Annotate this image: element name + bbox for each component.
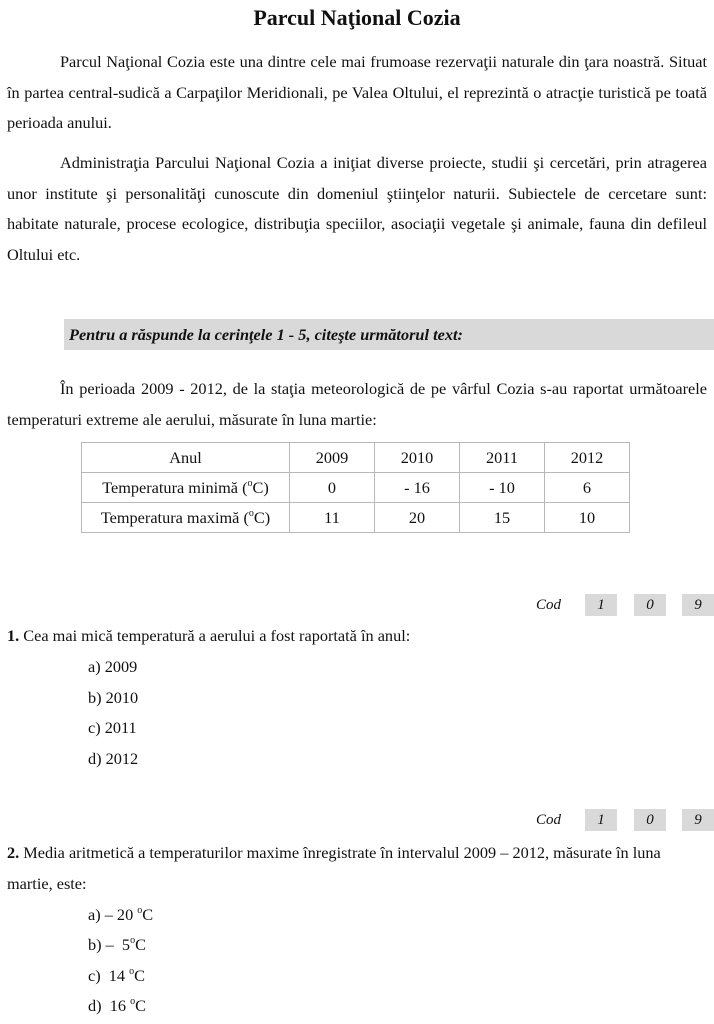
code-digit-box[interactable]: 1 [585, 809, 617, 831]
question-2 [7, 838, 707, 899]
code-label: Cod [535, 812, 561, 828]
answer-option[interactable]: a) – 20 $^o$C [88, 905, 154, 924]
page-title: Parcul Naţional Cozia [253, 5, 461, 30]
row-label-max: Temperatura maximă ($^o$C) [82, 503, 290, 533]
answer-option[interactable]: b) – 5$^o$C [88, 935, 146, 954]
table-header-row [82, 443, 630, 473]
row-label-min: Temperatura minimă ($^o$C) [82, 473, 290, 503]
temperature-intro-text: În perioada 2009 - 2012, de la staţia meteorologică de pe vârful Cozia s-au raportat următoarele temperaturi extreme ale aerului, măsurate în luna martie: [7, 379, 707, 429]
answer-option[interactable]: b) 2010 [88, 688, 139, 707]
question-text: Media aritmetică a temperaturilor maxime înregistrate în intervalul 2009 – 2012, măsurate în luna martie, este: [7, 843, 661, 893]
code-label: Cod [535, 597, 561, 613]
table-cell: 6 [545, 473, 630, 503]
table-row-min [82, 473, 630, 503]
answer-option[interactable]: c) 2011 [88, 718, 137, 737]
answer-option[interactable]: d) 2012 [88, 749, 139, 768]
table-year-cell: 2010 [375, 443, 460, 473]
question-1 [7, 621, 707, 652]
temperature-table [81, 442, 630, 533]
table-cell: 11 [290, 503, 375, 533]
table-cell: 20 [375, 503, 460, 533]
instruction-banner: Pentru a răspunde la cerinţele 1 - 5, citeşte următorul text: [64, 319, 714, 350]
table-row-max [82, 503, 630, 533]
answer-option[interactable]: d) 16 $^o$C [88, 996, 146, 1015]
table-year-cell: 2011 [460, 443, 545, 473]
code-block-q2 [521, 809, 714, 831]
table-cell: - 10 [460, 473, 545, 503]
code-digit-box[interactable]: 9 [682, 809, 714, 831]
question-text: Cea mai mică temperatură a aerului a fost raportată în anul: [23, 626, 411, 645]
intro-text: Parcul Naţional Cozia este una dintre cele mai frumoase rezervaţii naturale din ţara noastră. Situat în partea central-sudică a Carpaţilor Meridionali, pe Valea Oltului, el reprezintă o atracţie turistică pe toată perioada anului. [7, 52, 707, 132]
table-cell: 10 [545, 503, 630, 533]
table-cell: - 16 [375, 473, 460, 503]
intro-paragraph [7, 47, 707, 139]
table-year-cell: 2009 [290, 443, 375, 473]
answer-option[interactable]: a) 2009 [88, 657, 138, 676]
question-number: 1. [7, 626, 20, 645]
code-digit-box[interactable]: 1 [585, 594, 617, 616]
question-number: 2. [7, 843, 20, 862]
code-digit-box[interactable]: 9 [682, 594, 714, 616]
table-cell: 0 [290, 473, 375, 503]
table-cell: 15 [460, 503, 545, 533]
code-digit-box[interactable]: 0 [634, 594, 666, 616]
code-block-q1 [521, 594, 714, 616]
table-header-label: Anul [82, 443, 290, 473]
research-text: Administraţia Parcului Naţional Cozia a iniţiat diverse proiecte, studii şi cercetări, prin atragerea unor institute şi personalităţi cunoscute din domeniul ştiinţelor naturii. Subiectele de cercetare sunt: habitate naturale, procese ecologice, distribuţia speciilor, asociaţii vegetale şi animale, fauna din defileul Oltului etc. [7, 153, 707, 264]
table-year-cell: 2012 [545, 443, 630, 473]
temperature-intro-paragraph [7, 374, 707, 435]
code-digit-box[interactable]: 0 [634, 809, 666, 831]
research-paragraph [7, 148, 707, 270]
answer-option[interactable]: c) 14 $^o$C [88, 966, 146, 985]
